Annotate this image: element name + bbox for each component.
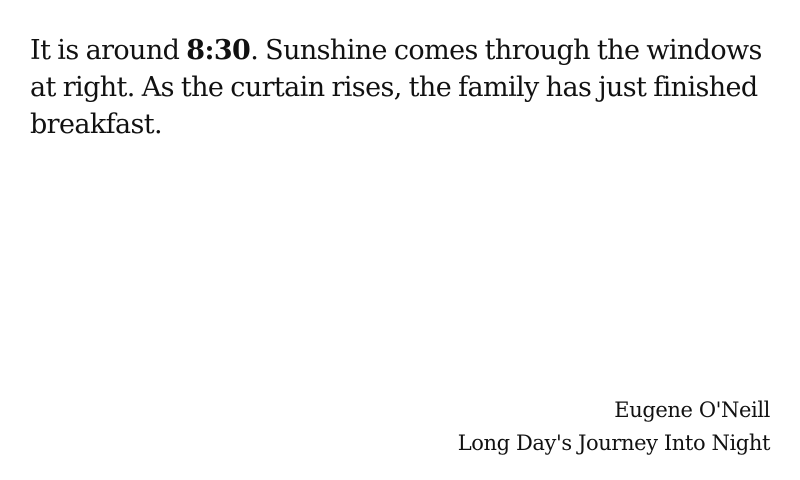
author-name: Eugene O'Neill [614,398,770,422]
quote-after-time: . Sunshine comes through the windows at right. As the curtain rises, the family has just finished breakfast. [30,35,762,140]
quote-time: 8:30 [186,35,251,66]
book-title: Long Day's Journey Into Night [457,431,770,455]
attribution [458,394,770,460]
quote-before-time: It is around [30,35,187,66]
quote-text [30,32,770,143]
